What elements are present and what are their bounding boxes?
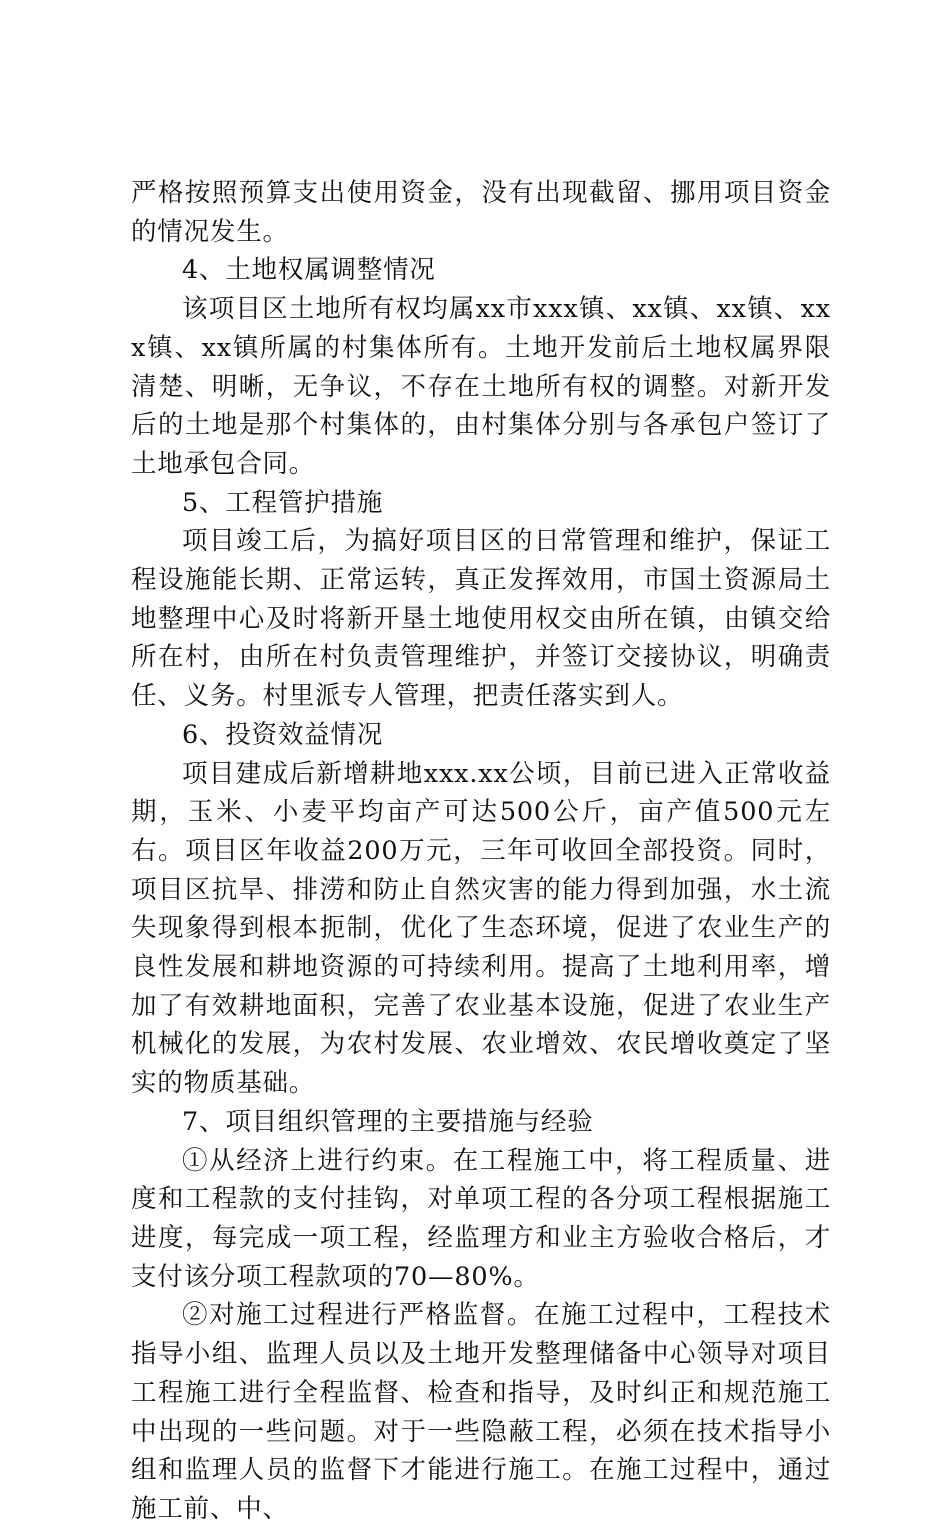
paragraph-maintenance: 项目竣工后，为搞好项目区的日常管理和维护，保证工程设施能长期、正常运转，真正发挥效用，市国土资源局土地整理中心及时将新开垦土地使用权交由所在镇，由镇交给所在村，由所在村负责管理维护，并签订交接协议，明确责任、义务。村里派专人管理，把责任落实到人。 <box>131 526 831 712</box>
paragraph-continuation: 严格按照预算支出使用资金，没有出现截留、挪用项目资金的情况发生。 <box>131 178 831 247</box>
section-heading-investment-benefit: 6、投资效益情况 <box>182 719 384 750</box>
section-heading-land-ownership: 4、土地权属调整情况 <box>182 255 436 286</box>
document-body <box>131 174 831 1529</box>
paragraph-construction-supervision: ②对施工过程进行严格监督。在施工过程中，工程技术指导小组、监理人员以及土地开发整理储备中心领导对项目工程施工进行全程监督、检查和指导，及时纠正和规范施工中出现的一些问题。对于一些隐蔽工程，必须在技术指导小组和监理人员的监督下才能进行施工。在施工过程中，通过施工前、中、 <box>131 1300 831 1524</box>
paragraph-investment-benefit: 项目建成后新增耕地xxx.xx公顷，目前已进入正常收益期，玉米、小麦平均亩产可达500公斤，亩产值500元左右。项目区年收益200万元，三年可收回全部投资。同时，项目区抗旱、排涝和防止自然灾害的能力得到加强，水土流失现象得到根本扼制，优化了生态环境，促进了农业生产的良性发展和耕地资源的可持续利用。提高了土地利用率，增加了有效耕地面积，完善了农业基本设施，促进了农业生产机械化的发展，为农村发展、农业增效、农民增收奠定了坚实的物质基础。 <box>131 758 831 1099</box>
section-heading-maintenance: 5、工程管护措施 <box>182 487 384 518</box>
paragraph-land-ownership: 该项目区土地所有权均属xx市xxx镇、xx镇、xx镇、xxx镇、xx镇所属的村集体所有。土地开发前后土地权属界限清楚、明晰，无争议，不存在土地所有权的调整。对新开发后的土地是那个村集体的，由村集体分别与各承包户签订了土地承包合同。 <box>131 294 831 479</box>
paragraph-economic-constraint: ①从经济上进行约束。在工程施工中，将工程质量、进度和工程款的支付挂钩，对单项工程的各分项工程根据施工进度，每完成一项工程，经监理方和业主方验收合格后，才支付该分项工程款项的70—80%。 <box>131 1145 831 1292</box>
section-heading-management-measures: 7、项目组织管理的主要措施与经验 <box>182 1106 594 1137</box>
